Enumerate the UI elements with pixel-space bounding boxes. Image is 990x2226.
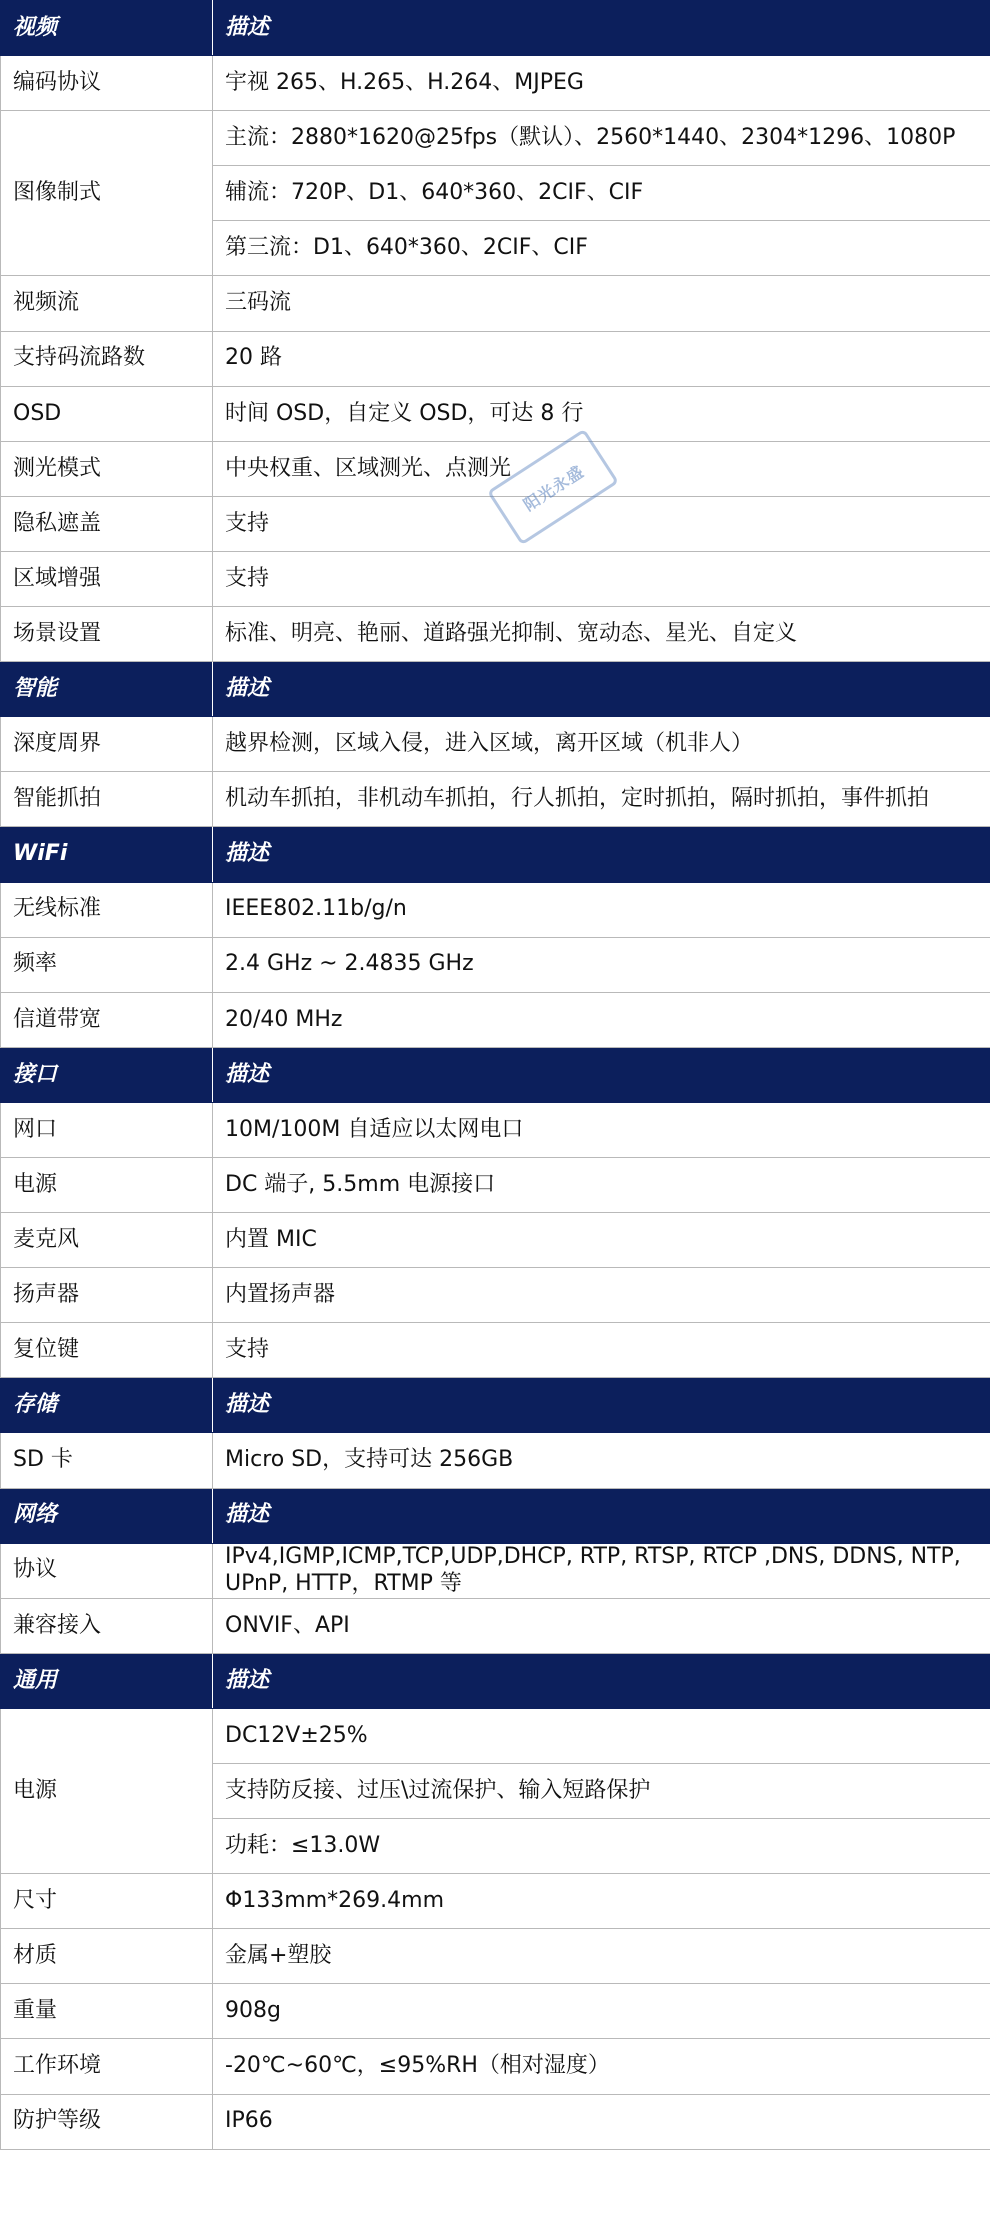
- table-row: [1, 882, 990, 937]
- table-row: [1, 937, 990, 992]
- param-value: 金属+塑胶: [213, 1929, 990, 1984]
- param-name: SD 卡: [1, 1433, 213, 1488]
- section-title: 接口: [1, 1047, 213, 1102]
- param-name: OSD: [1, 386, 213, 441]
- param-value: 内置扬声器: [213, 1268, 990, 1323]
- param-value: 辅流：720P、D1、640*360、2CIF、CIF: [213, 166, 990, 221]
- table-row: [1, 1984, 990, 2039]
- table-row: [1, 111, 990, 166]
- section-desc-header: 描述: [213, 1047, 990, 1102]
- param-value: Micro SD，支持可达 256GB: [213, 1433, 990, 1488]
- param-name: 区域增强: [1, 551, 213, 606]
- section-desc-header: 描述: [213, 662, 990, 717]
- section-header-video: [1, 1, 990, 56]
- table-row: [1, 1213, 990, 1268]
- param-value: 20 路: [213, 331, 990, 386]
- section-header-network: [1, 1488, 990, 1543]
- param-value: 三码流: [213, 276, 990, 331]
- param-value: IPv4,IGMP,ICMP,TCP,UDP,DHCP, RTP, RTSP, RTCP ,DNS, DDNS, NTP, UPnP, HTTP，RTMP 等: [213, 1543, 990, 1598]
- table-row: [1, 992, 990, 1047]
- param-value: 支持: [213, 496, 990, 551]
- param-value: 第三流：D1、640*360、2CIF、CIF: [213, 221, 990, 276]
- param-value: 机动车抓拍，非机动车抓拍，行人抓拍，定时抓拍，隔时抓拍，事件抓拍: [213, 772, 990, 827]
- param-value: IP66: [213, 2094, 990, 2149]
- section-title: 视频: [1, 1, 213, 56]
- table-row: [1, 1874, 990, 1929]
- section-header-general: [1, 1653, 990, 1708]
- section-title: 存储: [1, 1378, 213, 1433]
- table-row: [1, 496, 990, 551]
- section-title: 网络: [1, 1488, 213, 1543]
- table-row: [1, 1157, 990, 1212]
- param-name: 无线标准: [1, 882, 213, 937]
- param-name: 场景设置: [1, 607, 213, 662]
- param-value: 主流：2880*1620@25fps（默认）、2560*1440、2304*1296、1080P: [213, 111, 990, 166]
- table-row: [1, 441, 990, 496]
- param-value: IEEE802.11b/g/n: [213, 882, 990, 937]
- watermark-stamp: 阳光永盛: [487, 429, 619, 546]
- param-value: 20/40 MHz: [213, 992, 990, 1047]
- param-name: 图像制式: [1, 111, 213, 276]
- param-name: 信道带宽: [1, 992, 213, 1047]
- param-value: DC 端子, 5.5mm 电源接口: [213, 1157, 990, 1212]
- section-desc-header: 描述: [213, 1488, 990, 1543]
- param-value: 宇视 265、H.265、H.264、MJPEG: [213, 56, 990, 111]
- table-row: [1, 276, 990, 331]
- table-row: [1, 717, 990, 772]
- table-row: [1, 1929, 990, 1984]
- param-value: Φ133mm*269.4mm: [213, 1874, 990, 1929]
- table-row: [1, 1268, 990, 1323]
- section-header-interface: [1, 1047, 990, 1102]
- param-value: ONVIF、API: [213, 1598, 990, 1653]
- param-value: 越界检测，区域入侵，进入区域，离开区域（机非人）: [213, 717, 990, 772]
- table-row: [1, 2039, 990, 2094]
- table-row: [1, 2094, 990, 2149]
- param-value: 支持: [213, 1323, 990, 1378]
- table-row: [1, 331, 990, 386]
- param-value: 时间 OSD，自定义 OSD，可达 8 行: [213, 386, 990, 441]
- section-title: WiFi: [1, 827, 213, 882]
- param-name: 尺寸: [1, 1874, 213, 1929]
- param-value: 支持: [213, 551, 990, 606]
- section-desc-header: 描述: [213, 827, 990, 882]
- section-desc-header: 描述: [213, 1, 990, 56]
- section-title: 智能: [1, 662, 213, 717]
- param-value: 中央权重、区域测光、点测光: [213, 441, 990, 496]
- param-name: 材质: [1, 1929, 213, 1984]
- table-row: [1, 56, 990, 111]
- param-name: 扬声器: [1, 1268, 213, 1323]
- table-row: [1, 772, 990, 827]
- section-desc-header: 描述: [213, 1653, 990, 1708]
- param-value: 标准、明亮、艳丽、道路强光抑制、宽动态、星光、自定义: [213, 607, 990, 662]
- section-desc-header: 描述: [213, 1378, 990, 1433]
- param-name: 防护等级: [1, 2094, 213, 2149]
- table-row: [1, 607, 990, 662]
- param-value: 908g: [213, 1984, 990, 2039]
- param-name: 支持码流路数: [1, 331, 213, 386]
- param-name: 电源: [1, 1708, 213, 1873]
- param-name: 隐私遮盖: [1, 496, 213, 551]
- table-row: [1, 386, 990, 441]
- section-header-wifi: [1, 827, 990, 882]
- param-name: 工作环境: [1, 2039, 213, 2094]
- param-name: 智能抓拍: [1, 772, 213, 827]
- table-row: [1, 1433, 990, 1488]
- param-name: 频率: [1, 937, 213, 992]
- param-value: 2.4 GHz ~ 2.4835 GHz: [213, 937, 990, 992]
- param-name: 深度周界: [1, 717, 213, 772]
- param-value: 功耗：≤13.0W: [213, 1819, 990, 1874]
- param-name: 复位键: [1, 1323, 213, 1378]
- param-name: 重量: [1, 1984, 213, 2039]
- param-value: 10M/100M 自适应以太网电口: [213, 1102, 990, 1157]
- param-value: 内置 MIC: [213, 1213, 990, 1268]
- table-row: [1, 1102, 990, 1157]
- table-row: [1, 551, 990, 606]
- section-title: 通用: [1, 1653, 213, 1708]
- param-name: 电源: [1, 1157, 213, 1212]
- param-name: 麦克风: [1, 1213, 213, 1268]
- param-name: 编码协议: [1, 56, 213, 111]
- section-header-storage: [1, 1378, 990, 1433]
- param-name: 测光模式: [1, 441, 213, 496]
- table-row: [1, 1708, 990, 1763]
- param-value: 支持防反接、过压\过流保护、输入短路保护: [213, 1764, 990, 1819]
- param-name: 兼容接入: [1, 1598, 213, 1653]
- table-row: [1, 1323, 990, 1378]
- section-header-smart: [1, 662, 990, 717]
- param-name: 视频流: [1, 276, 213, 331]
- param-name: 网口: [1, 1102, 213, 1157]
- param-name: 协议: [1, 1543, 213, 1598]
- param-value: DC12V±25%: [213, 1708, 990, 1763]
- table-row: [1, 1598, 990, 1653]
- table-row: [1, 1543, 990, 1598]
- param-value: -20℃~60℃，≤95%RH（相对湿度）: [213, 2039, 990, 2094]
